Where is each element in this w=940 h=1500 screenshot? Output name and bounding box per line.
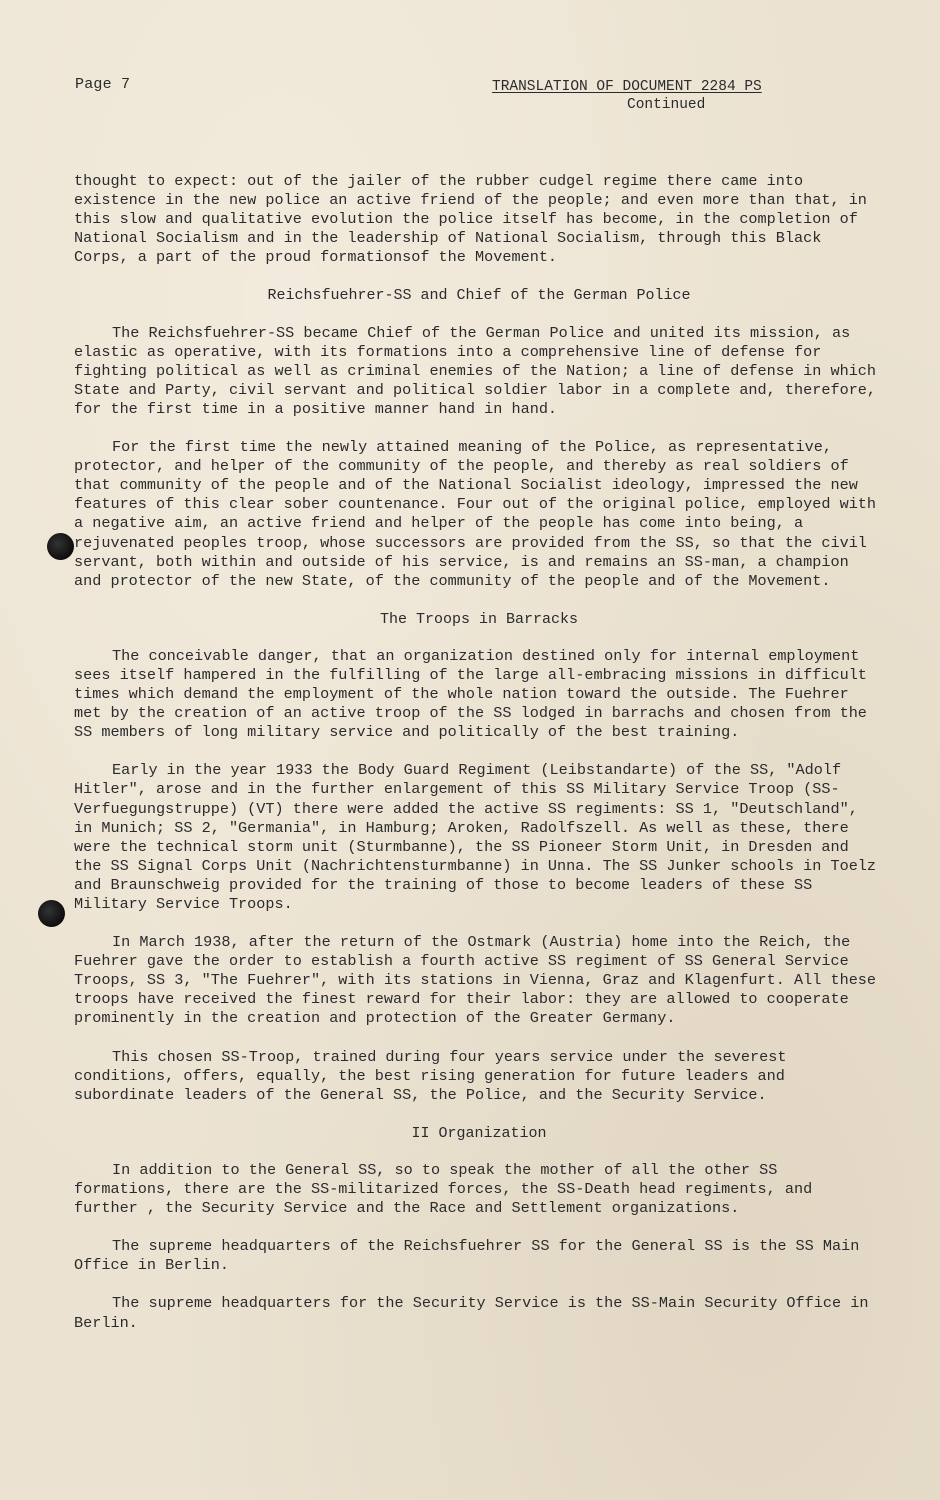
- paragraph-4: The conceivable danger, that an organization destined only for internal employment sees itself hampered in the fulfilling of the large all-embracing missions in difficult times which demand the employment of the whole nation toward the outside. The Fuehrer met by the creation of an active troop of the SS lodged in barrachs and chosen from the SS members of long military service and politically of the best training.: [74, 646, 867, 742]
- section-heading-troops-in-barracks: The Troops in Barracks: [379, 610, 579, 628]
- document-subtitle: Continued: [627, 97, 706, 113]
- paragraph-5: Early in the year 1933 the Body Guard Regiment (Leibstandarte) of the SS, "Adolf Hitler", arose and in the further enlargement of this SS Military Service Troop (SS-Verfuegungstruppe) (VT) there were added the active SS regiments: SS 1, "Deutschland", in Munich; SS 2, "Germania", in Hamburg; Aroken, Radolfszell. As well as these, there were the technical storm unit (Sturmbanne), the SS Pioneer Storm Unit, in Dresden and the SS Signal Corps Unit (Nachrichtensturmbanne) in Unna. The SS Junker schools in Toelz and Braunschweig provided for the training of those to become leaders of these SS Military Service Troops.: [74, 761, 877, 913]
- document-title: TRANSLATION OF DOCUMENT 2284 PS: [492, 79, 762, 95]
- paragraph-2: The Reichsfuehrer-SS became Chief of the German Police and united its mission, as elastic as operative, with its formations into a comprehensive line of defense for fighting political as well as criminal enemies of the Nation; a line of defense in which State and Party, civil servant and political soldier labor in a complete and, therefore, for the first time in a positive manner hand in hand.: [74, 323, 877, 418]
- paragraph-1: thought to expect: out of the jailer of the rubber cudgel regime there came into existence in the new police an active friend of the people; and even more than that, in this slow and qualitative evolution the police itself has become, in the completion of National Socialism and in the leadership of National Socialism, through this Black Corps, a part of the proud formationsof the Movement.: [74, 172, 867, 267]
- document-header: [492, 78, 792, 114]
- section-heading-reichsfuehrer: Reichsfuehrer-SS and Chief of the German Police: [267, 287, 691, 305]
- punch-hole-bottom: [38, 900, 65, 927]
- paragraph-3: For the first time the newly attained meaning of the Police, as representative, protector, and helper of the community of the people, and thereby as real soldiers of that community of the people and of the National Socialist ideology, impressed the new features of this clear sober countenance. Four out of the original police, employed with a negative aim, an active friend and helper of the people has come into being, a rejuvenated peoples troop, whose successors are provided from the SS, so that the civil servant, both within and outside of his service, is and remains an SS-man, a champion and protector of the new State, of the community of the people and of the Movement.: [74, 438, 877, 590]
- paragraph-6: In March 1938, after the return of the Ostmark (Austria) home into the Reich, the Fuehrer gave the order to establish a fourth active SS regiment of SS General Service Troops, SS 3, "The Fuehrer", with its stations in Vienna, Graz and Klagenfurt. All these troops have received the finest reward for their labor: they are allowed to cooperate prominently in the creation and protection of the Greater Germany.: [74, 933, 877, 1028]
- paragraph-7: This chosen SS-Troop, trained during four years service under the severest conditions, offers, equally, the best rising generation for future leaders and subordinate leaders of the General SS, the Police, and the Security Service.: [74, 1047, 787, 1104]
- page-number: Page 7: [75, 76, 131, 93]
- document-body: [74, 172, 884, 1352]
- paragraph-8: In addition to the General SS, so to speak the mother of all the other SS formations, there are the SS-militarized forces, the SS-Death head regiments, and further , the Security Service and the Race and Settlement organizations.: [74, 1160, 813, 1218]
- section-heading-organization: II Organization: [411, 1124, 547, 1142]
- paragraph-10: The supreme headquarters for the Security Service is the SS-Main Security Office in Berlin.: [74, 1294, 869, 1332]
- punch-hole-top: [47, 533, 74, 560]
- paragraph-9: The supreme headquarters of the Reichsfuehrer SS for the General SS is the SS Main Office in Berlin.: [74, 1237, 860, 1275]
